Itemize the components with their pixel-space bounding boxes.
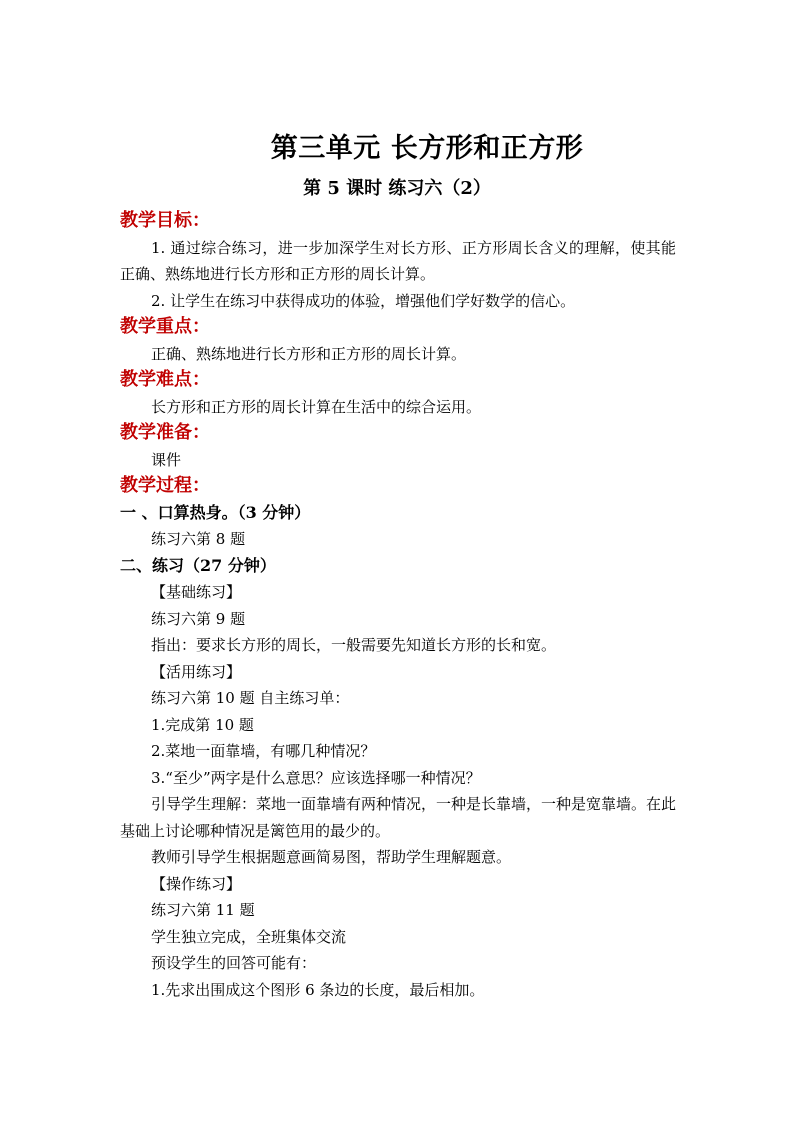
applied-practice-line: 练习六第 10 题 自主练习单： [151,689,350,707]
applied-practice-step-1: 1.完成第 10 题 [151,715,254,734]
applied-practice-label: 【活用练习】 [151,662,242,681]
goals-heading: 教学目标： [120,210,210,231]
operation-practice-answer-1: 1.先求出围成这个图形 6 条边的长度，最后相加。 [151,980,485,999]
section-1-title: 一 、口算热身。（3 分钟） [120,502,311,522]
basic-practice-label: 【基础练习】 [151,583,242,601]
process-heading: 教学过程： [120,475,210,496]
preparation-text: 课件 [151,450,182,469]
key-points-text: 正确、熟练地进行长方形和正方形的周长计算。 [151,344,467,363]
applied-practice-step-2: 2.菜地一面靠墙，有哪几种情况？ [151,742,376,760]
key-points-heading: 教学重点： [120,316,210,337]
applied-practice-guidance: 引导学生理解：菜地一面靠墙有两种情况，一种是长靠墙，一种是宽靠墙。在此基础上讨论哪种情况是篱笆用的最少的。 [120,795,677,840]
difficulties-text: 长方形和正方形的周长计算在生活中的综合运用。 [151,397,482,416]
difficulties-heading: 教学难点： [120,369,210,390]
goal-item-2: 2. 让学生在练习中获得成功的体验，增强他们学好数学的信心。 [151,291,576,310]
page-title: 第三单元 长方形和正方形 [270,133,584,164]
operation-practice-label: 【操作练习】 [151,874,242,893]
operation-practice-line: 练习六第 11 题 [151,901,255,919]
operation-practice-expected: 预设学生的回答可能有： [151,954,317,972]
goal-item-1: 1. 通过综合练习，进一步加深学生对长方形、正方形周长含义的理解，使其能正确、熟练地进行长方形和正方形的周长计算。 [120,238,676,283]
basic-practice-line: 练习六第 9 题 [151,609,246,628]
section-2-title: 二、练习（27 分钟） [120,555,276,575]
applied-practice-teacher-note: 教师引导学生根据题意画简易图，帮助学生理解题意。 [151,848,512,866]
basic-practice-note: 指出：要求长方形的周长，一般需要先知道长方形的长和宽。 [151,636,557,654]
preparation-heading: 教学准备： [120,422,210,443]
section-1-line: 练习六第 8 题 [151,530,246,548]
operation-practice-activity: 学生独立完成，全班集体交流 [151,927,347,946]
document-body [120,208,676,1003]
applied-practice-step-3: 3.“至少”两字是什么意思？应该选择哪一种情况？ [151,768,481,787]
lesson-subtitle: 第 5 课时 练习六（2） [303,178,491,199]
